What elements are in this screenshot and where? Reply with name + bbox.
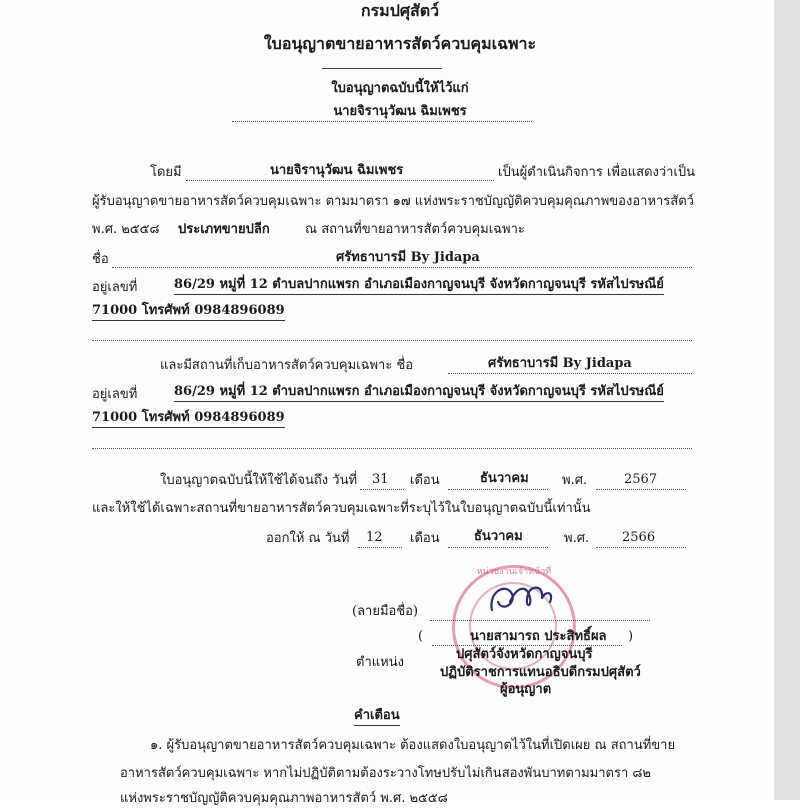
license-title: ใบอนุญาตขายอาหารสัตว์ควบคุมเฉพาะ xyxy=(263,34,537,53)
shop-name: ศรัทธาบารมี By Jidapa xyxy=(336,250,480,265)
issued-day: 12 xyxy=(366,530,383,545)
signature-dotline xyxy=(430,620,650,621)
by-label: โดยมี xyxy=(150,165,182,180)
warning-item-1-line-2: อาหารสัตว์ควบคุมเฉพาะ หากไม่ปฏิบัติตามต้องระวางโทษปรับไม่เกินสองพันบาทตามมาตรา ๘๒ xyxy=(120,766,651,781)
page-edge xyxy=(774,0,800,800)
issued-year-label: พ.ศ. xyxy=(564,531,590,546)
valid-month: ธันวาคม xyxy=(480,471,529,486)
paragraph-line-3-prefix: พ.ศ. ๒๕๕๘ xyxy=(92,222,160,237)
operator-suffix: เป็นผู้ดำเนินกิจการ เพื่อแสดงว่าเป็น xyxy=(498,165,696,180)
operator-dotline xyxy=(186,180,494,181)
issued-year-dotline xyxy=(596,547,686,548)
position-line-1: ปศุสัตว์จังหวัดกาญจนบุรี xyxy=(456,647,593,662)
open-paren: ( xyxy=(418,629,424,644)
storage-name: ศรัทธาบารมี By Jidapa xyxy=(488,356,632,371)
storage-label: และมีสถานที่เก็บอาหารสัตว์ควบคุมเฉพาะ ชื่อ xyxy=(160,358,414,373)
shop-name-dotline xyxy=(112,267,692,268)
warning-item-1-line-3: แห่งพระราชบัญญัติควบคุมคุณภาพอาหารสัตว์ พ.ศ. ๒๕๕๘ xyxy=(120,791,448,806)
valid-day: 31 xyxy=(372,472,389,487)
address-label: อยู่เลขที่ xyxy=(92,280,138,295)
issued-day-dotline xyxy=(358,547,402,548)
paragraph-line-2: ผู้รับอนุญาตขายอาหารสัตว์ควบคุมเฉพาะ ตามมาตรา ๑๗ แห่งพระราชบัญญัติควบคุมคุณภาพของอาหารสัตว์ xyxy=(92,194,694,209)
position-line-3: ผู้อนุญาต xyxy=(500,682,552,697)
valid-year: 2567 xyxy=(624,472,658,487)
storage-name-dotline xyxy=(448,373,692,374)
paragraph-line-3-suffix: ณ สถานที่ขายอาหารสัตว์ควบคุมเฉพาะ xyxy=(305,222,525,237)
position-line-2: ปฏิบัติราชการแทนอธิบดีกรมปศุสัตว์ xyxy=(440,665,641,680)
close-paren: ) xyxy=(628,629,634,644)
issued-to-label: ใบอนุญาตฉบับนี้ให้ไว้แก่ xyxy=(331,81,469,96)
valid-month-label: เดือน xyxy=(410,473,440,488)
storage-address-label: อยู่เลขที่ xyxy=(92,387,138,402)
valid-year-label: พ.ศ. xyxy=(562,473,588,488)
storage-address-line-1: 86/29 หมู่ที่ 12 ตำบลปากแพรก อำเภอเมืองกาญจนบุรี จังหวัดกาญจนบุรี รหัสไปรษณีย์ xyxy=(174,383,664,402)
issued-month: ธันวาคม xyxy=(474,529,523,544)
issued-year: 2566 xyxy=(622,530,656,545)
signer-name: นายสามารถ ประสิทธิ์ผล xyxy=(470,629,607,644)
issued-to-underline xyxy=(232,121,532,122)
seal-text: หน่วยงานเจ้าหน้าที่ xyxy=(476,567,552,577)
scope-text: และให้ใช้ได้เฉพาะสถานที่ขายอาหารสัตว์ควบคุมเฉพาะที่ระบุไว้ในใบอนุญาตฉบับนี้เท่านั้น xyxy=(92,501,591,516)
storage-address-line-2: 71000 โทรศัพท์ 0984896089 xyxy=(92,409,285,428)
operator-name: นายจิรานุวัฒน ฉิมเพชร xyxy=(270,163,404,178)
issued-to-name: นายจิรานุวัฒน ฉิมเพชร xyxy=(333,104,467,119)
blank-dotline-2 xyxy=(92,448,692,449)
valid-day-dotline xyxy=(360,489,404,490)
issued-month-label: เดือน xyxy=(410,531,440,546)
signature-label: (ลายมือชื่อ) xyxy=(352,604,419,619)
department-title: กรมปศุสัตว์ xyxy=(360,1,440,20)
issued-date-label: ออกให้ ณ วันที่ xyxy=(266,531,350,546)
position-label: ตำแหน่ง xyxy=(356,655,404,670)
valid-until-label: ใบอนุญาตฉบับนี้ให้ใช้ได้จนถึง วันที่ xyxy=(160,473,358,488)
warning-title: คำเตือน xyxy=(354,707,400,726)
warning-item-1-line-1: ๑. ผู้รับอนุญาตขายอาหารสัตว์ควบคุมเฉพาะ ต้องแสดงใบอนุญาตไว้ในที่เปิดเผย ณ สถานที่ขาย xyxy=(150,738,676,753)
blank-dotline-1 xyxy=(92,340,692,341)
shop-name-label: ชื่อ xyxy=(92,252,109,267)
issued-month-dotline xyxy=(448,547,548,548)
valid-month-dotline xyxy=(448,489,548,490)
title-divider xyxy=(322,68,442,69)
address-line-1: 86/29 หมู่ที่ 12 ตำบลปากแพรก อำเภอเมืองกาญจนบุรี จังหวัดกาญจนบุรี รหัสไปรษณีย์ xyxy=(174,276,664,295)
valid-year-dotline xyxy=(596,489,686,490)
address-line-2: 71000 โทรศัพท์ 0984896089 xyxy=(92,302,285,321)
license-type: ประเภทขายปลีก xyxy=(178,222,270,237)
handwritten-signature xyxy=(484,572,556,622)
